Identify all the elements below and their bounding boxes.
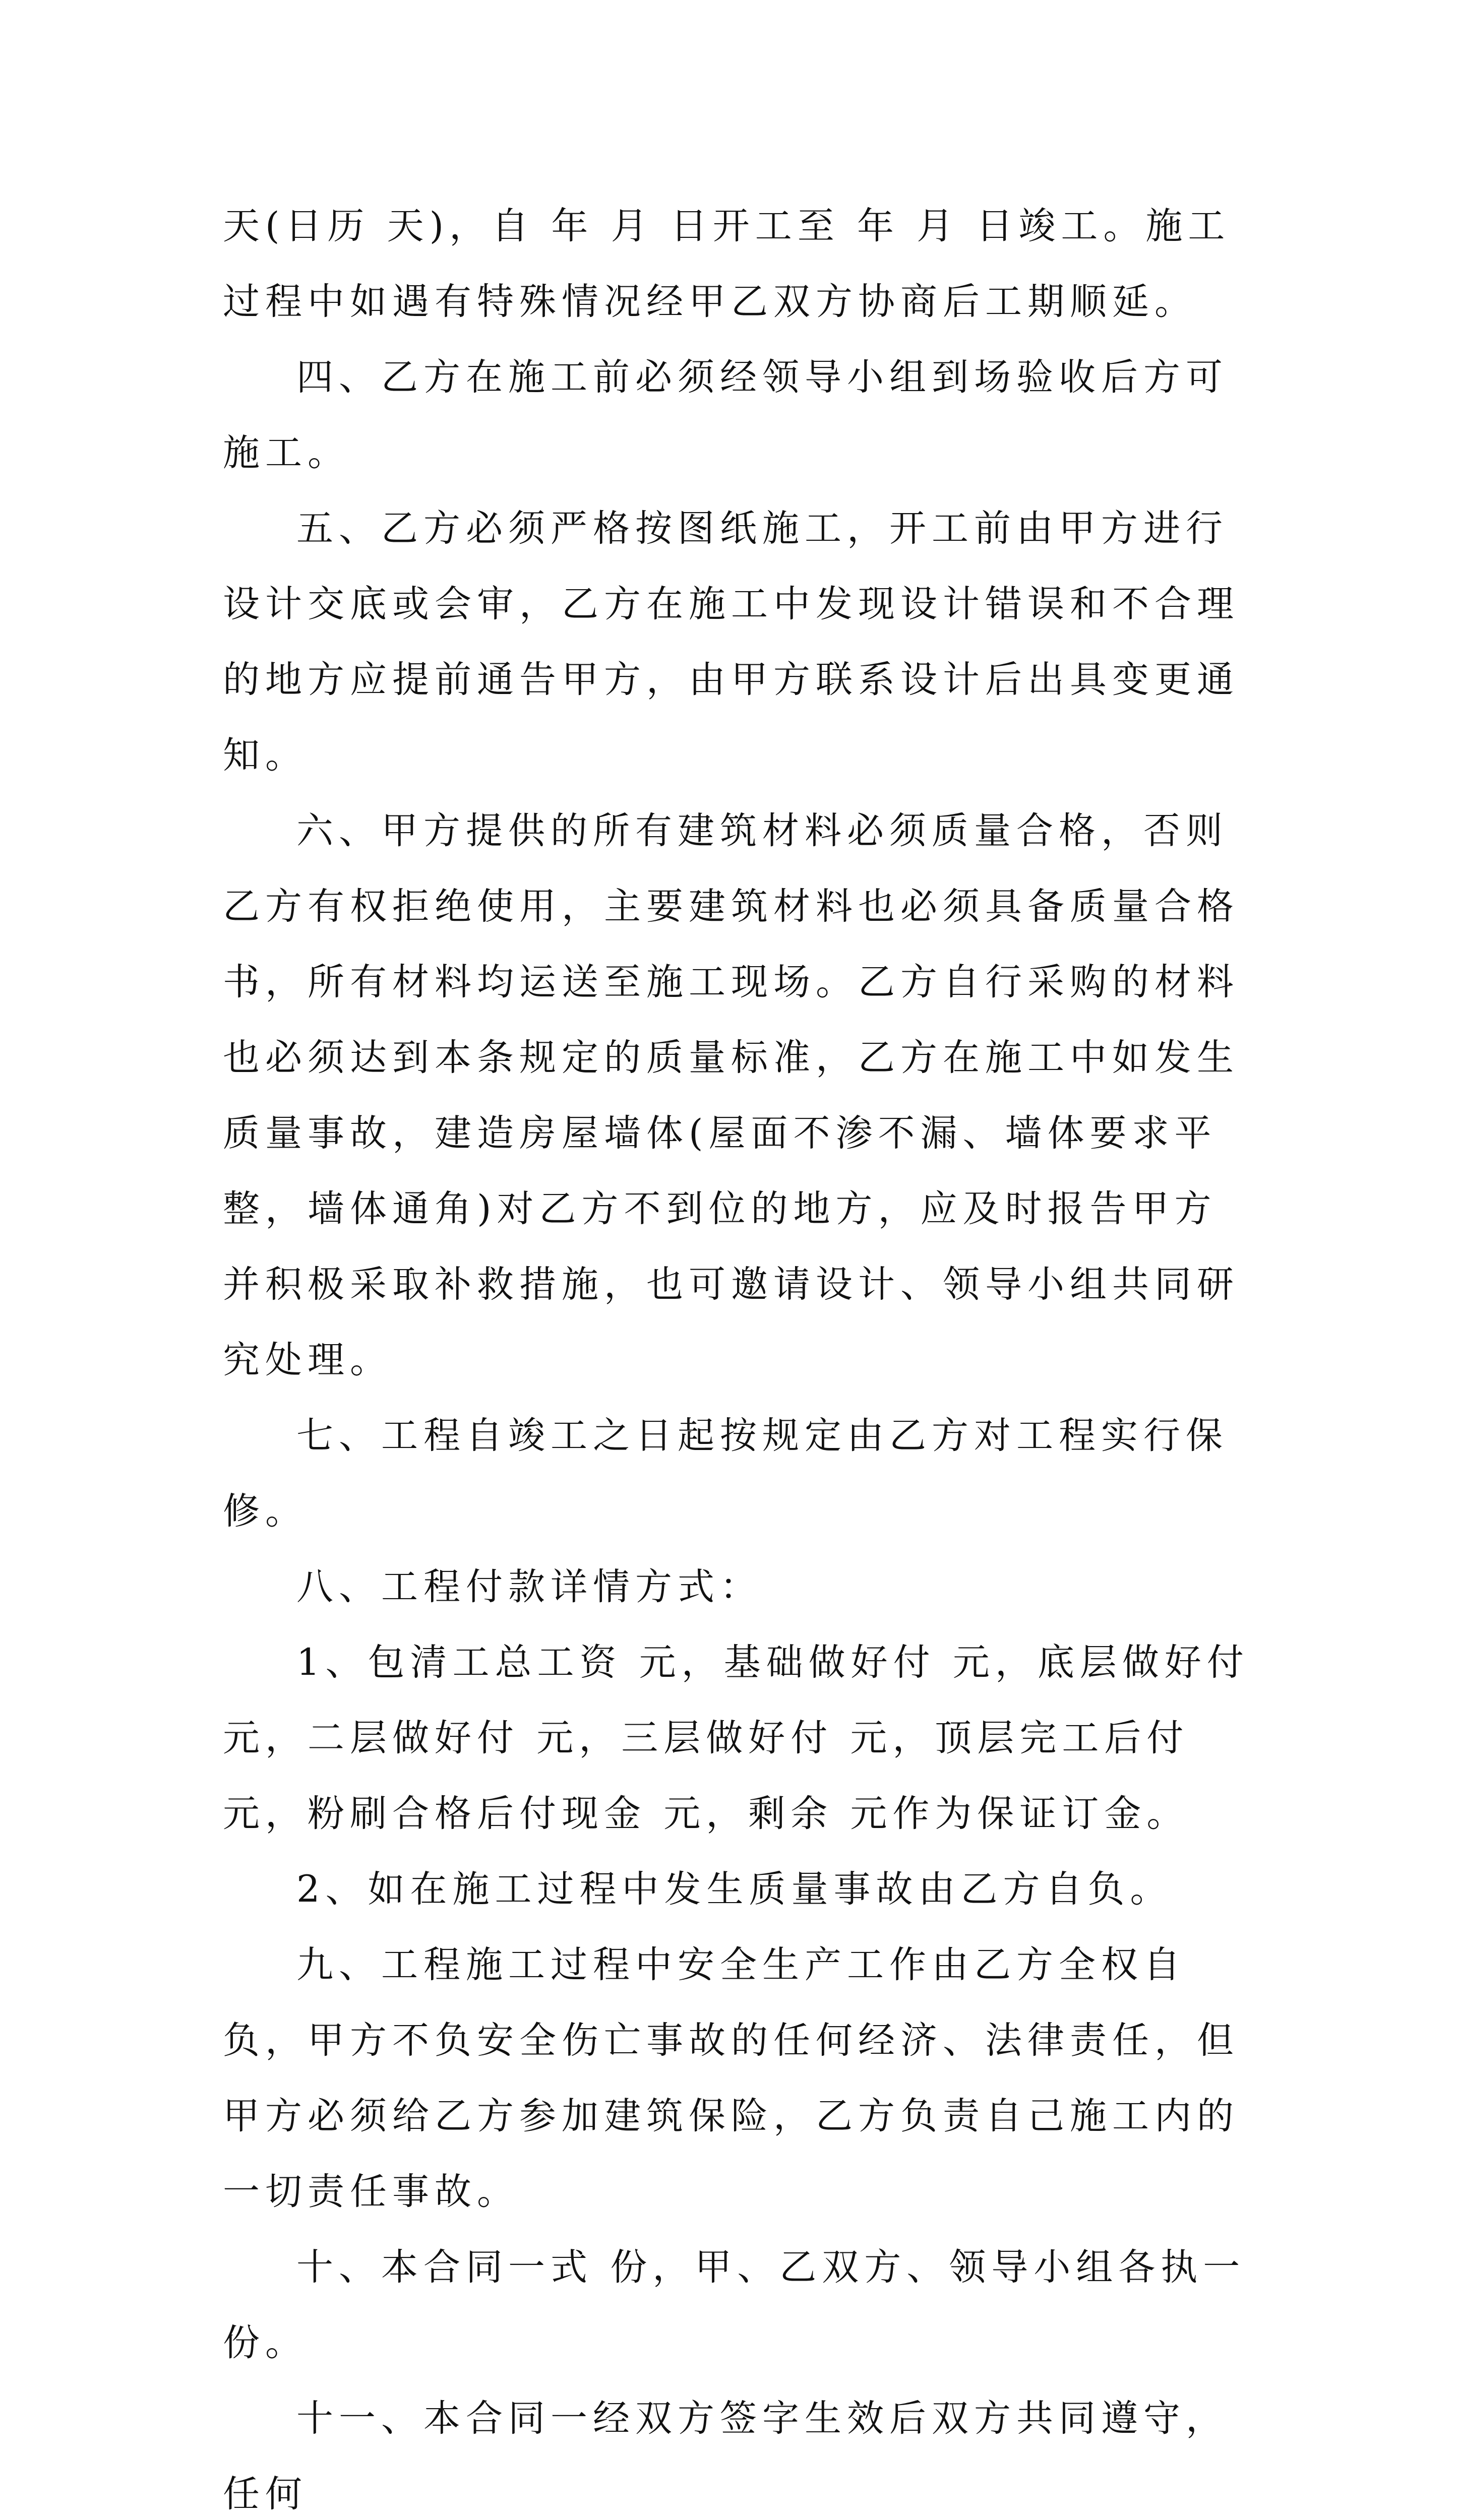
paragraph-construction-period: 天(日历 天)，自 年 月 日开工至 年 月 日竣工。施工过程中如遇有特殊情况经甲乙双方协商后工期顺延。 <box>223 205 1231 323</box>
paragraph-clause-6: 六、甲方提供的所有建筑材料必须质量合格，否则乙方有权拒绝使用，主要建筑材料也必须具备质量合格书，所有材料均运送至施工现场。乙方自行采购的材料也必须达到本条规定的质量标准，乙方在施工中如发生质量事故，建造房屋墙体(屋面不渗不漏、墙体要求平整，墙体通角)对乙方不到位的地方，应及时报告甲方并积极采取补救措施，也可邀请设计、领导小组共同研究处理。 <box>223 809 1239 1381</box>
paragraph-clause-5: 五、乙方必须严格按图纸施工，开工前由甲方进行设计交底或会审，乙方在施工中发现设计错误和不合理的地方应提前通告甲方，由甲方联系设计后出具变更通知。 <box>223 507 1239 777</box>
document-body <box>223 188 1251 2520</box>
paragraph-clause-8: 八、工程付款详情方式： <box>296 1565 762 1608</box>
paragraph-clause-11: 十一、本合同一经双方签字生效后双方共同遵守，任何 <box>223 2397 1228 2515</box>
paragraph-clause-7: 七、工程自竣工之日起按规定由乙方对工程实行保修。 <box>223 1414 1228 1533</box>
paragraph-clause-8-item-1: 1、包清工总工资 元，基础做好付 元，底层做好付 元，二层做好付 元，三层做好付 元，顶层完工后付 元，粉刷合格后付现金 元，剩余 元作为保证订金。 <box>223 1641 1249 1835</box>
paragraph-clause-4: 四、乙方在施工前必须经领导小组到场验收后方可施工。 <box>223 356 1228 474</box>
paragraph-clause-9: 九、工程施工过程中安全生产工作由乙方全权自负，甲方不负安全伤亡事故的任何经济、法律责任，但甲方必须给乙方参加建筑保险，乙方负责自己施工内的一切责任事故。 <box>223 1943 1239 2213</box>
paragraph-clause-8-item-2: 2、如在施工过程中发生质量事故由乙方自负。 <box>296 1868 1173 1911</box>
paragraph-clause-10: 十、本合同一式 份，甲、乙双方、领导小组各执一份。 <box>223 2246 1246 2364</box>
